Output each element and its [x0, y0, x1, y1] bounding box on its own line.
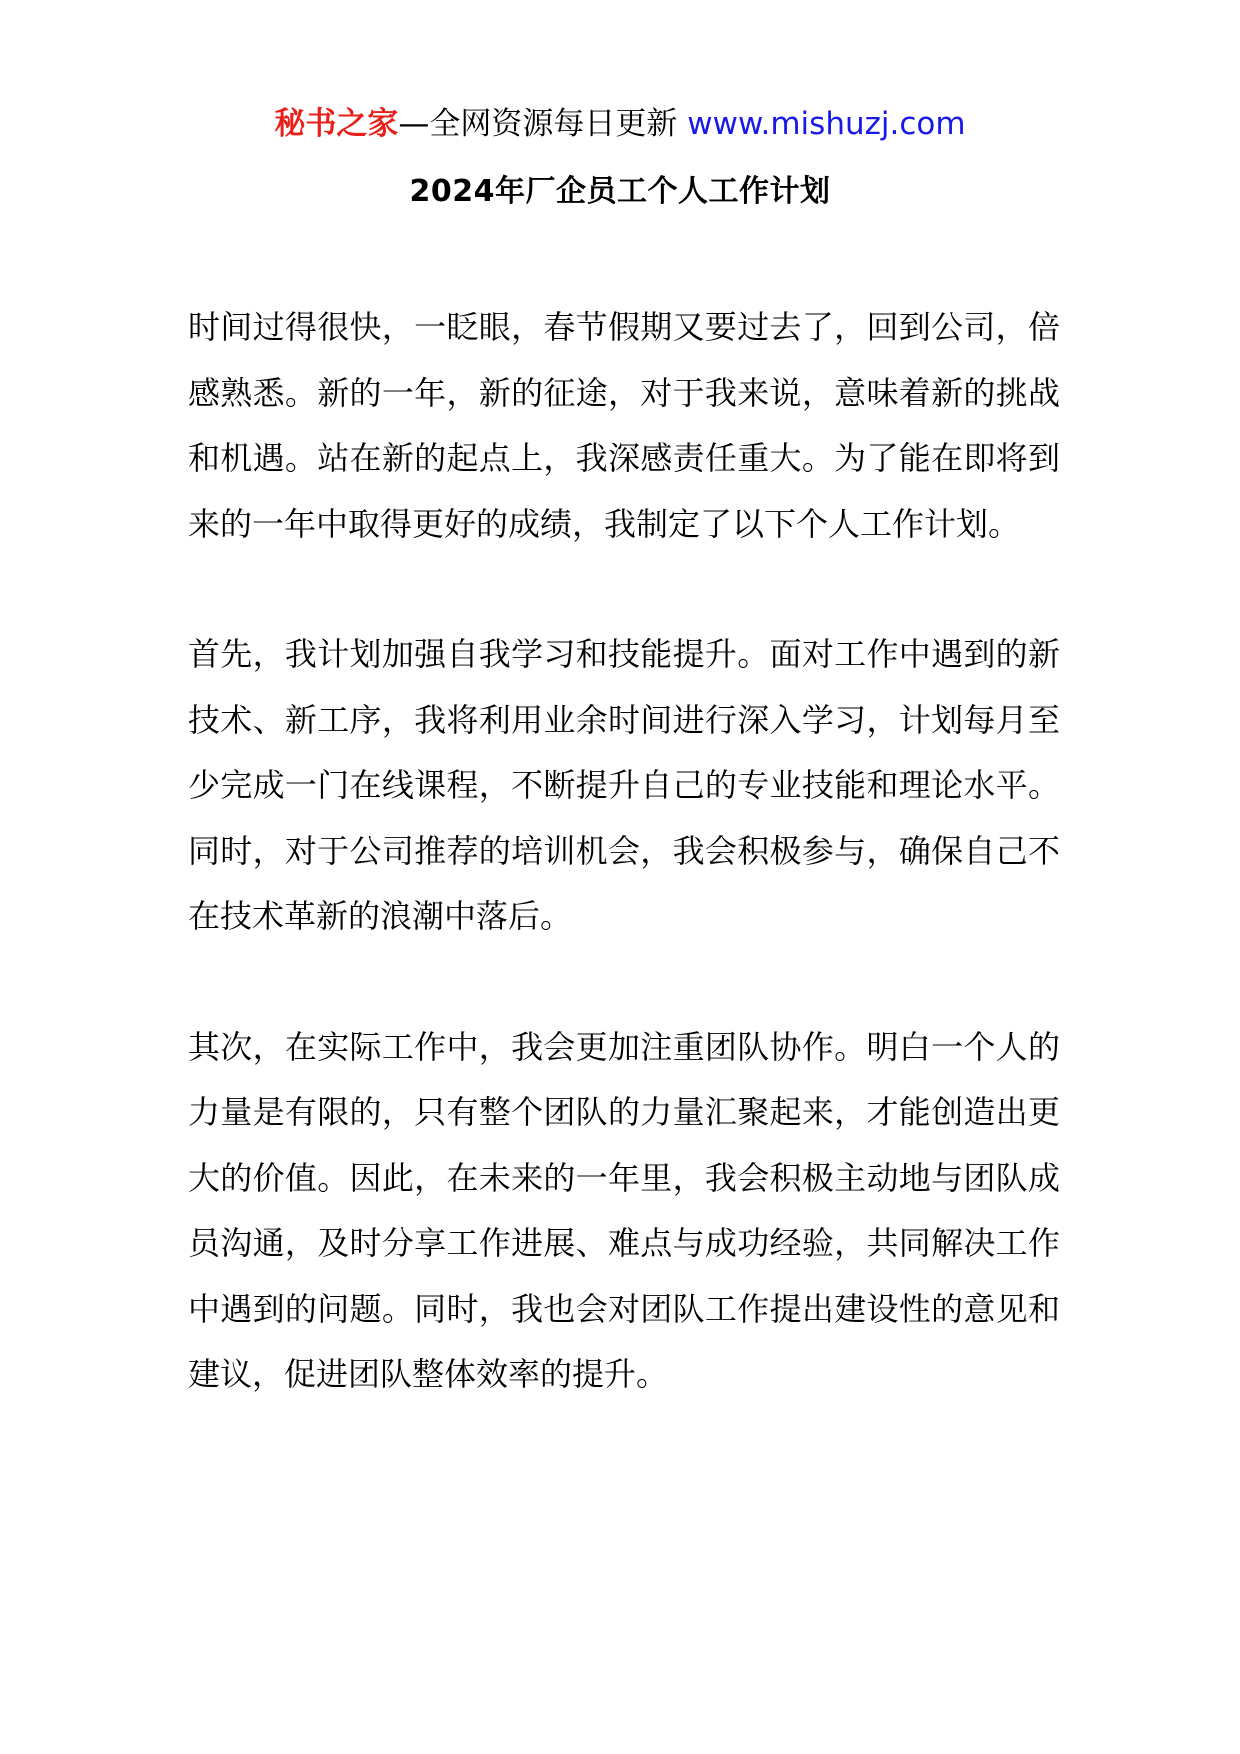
- site-slogan: —全网资源每日更新: [398, 106, 678, 142]
- document-body: [188, 295, 1060, 1473]
- paragraph-self-learning: 首先，我计划加强自我学习和技能提升。面对工作中遇到的新技术、新工序，我将利用业余时间进行深入学习，计划每月至少完成一门在线课程，不断提升自己的专业技能和理论水平。同时，对于公司推荐的培训机会，我会积极参与，确保自己不在技术革新的浪潮中落后。: [188, 635, 1060, 935]
- document-title: 2024年厂企员工个人工作计划: [409, 174, 831, 209]
- site-header: [0, 102, 1240, 146]
- paragraph-teamwork: 其次，在实际工作中，我会更加注重团队协作。明白一个人的力量是有限的，只有整个团队的力量汇聚起来，才能创造出更大的价值。因此，在未来的一年里，我会积极主动地与团队成员沟通，及时分享工作进展、难点与成功经验，共同解决工作中遇到的问题。同时，我也会对团队工作提出建设性的意见和建议，促进团队整体效率的提升。: [188, 1027, 1060, 1393]
- brand-name: 秘书之家: [274, 106, 399, 142]
- paragraph-intro: 时间过得很快，一眨眼，春节假期又要过去了，回到公司，倍感熟悉。新的一年，新的征途，对于我来说，意味着新的挑战和机遇。站在新的起点上，我深感责任重大。为了能在即将到来的一年中取得更好的成绩，我制定了以下个人工作计划。: [188, 308, 1060, 543]
- site-url-link[interactable]: www.mishuzj.com: [687, 106, 966, 142]
